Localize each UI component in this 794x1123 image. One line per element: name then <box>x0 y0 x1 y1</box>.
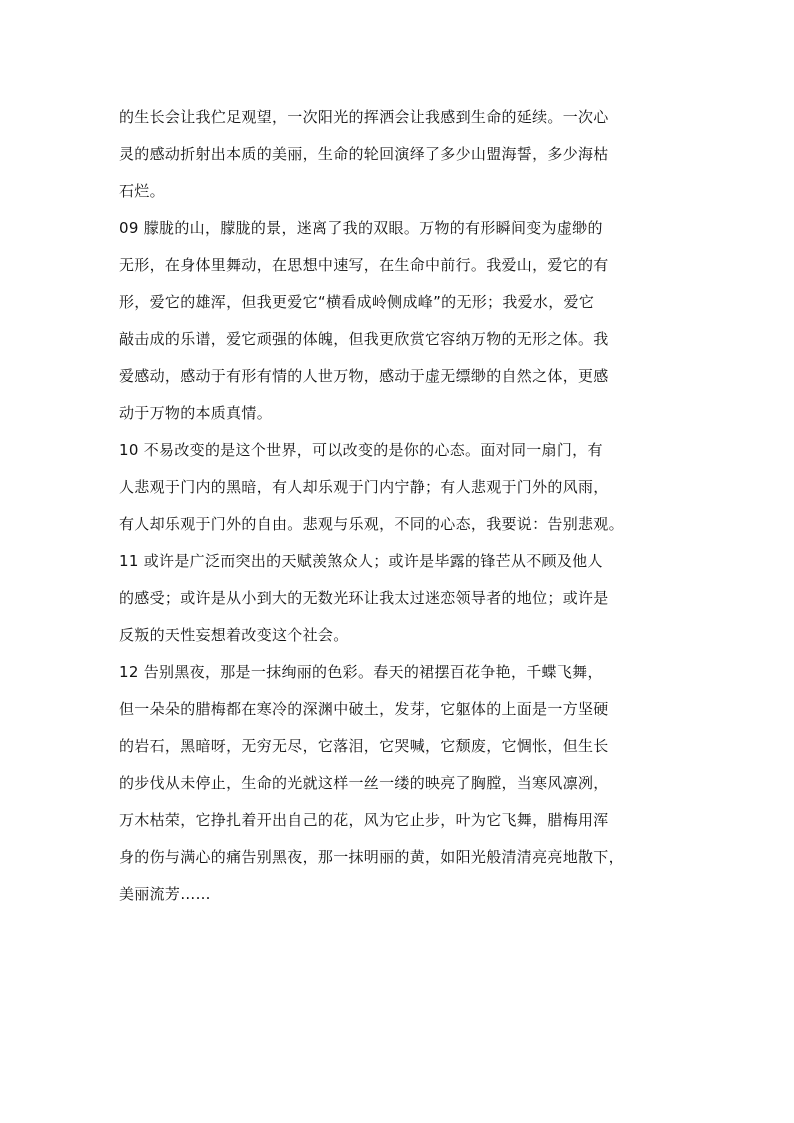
text-line: 11 或许是广泛而突出的天赋羡煞众人；或许是毕露的锋芒从不顾及他人 <box>119 552 603 570</box>
text-line: 10 不易改变的是这个世界，可以改变的是你的心态。面对同一扇门，有 <box>119 441 603 459</box>
text-line: 形，爱它的雄浑，但我更爱它“横看成岭侧成峰”的无形；我爱水，爱它 <box>119 293 595 311</box>
text-line: 09 朦胧的山，朦胧的景，迷离了我的双眼。万物的有形瞬间变为虚缈的 <box>119 219 603 237</box>
text-line: 无形，在身体里舞动，在思想中速写，在生命中前行。我爱山，爱它的有 <box>119 256 609 274</box>
text-line: 的生长会让我伫足观望，一次阳光的挥洒会让我感到生命的延续。一次心 <box>119 108 609 126</box>
text-line: 灵的感动折射出本质的美丽，生命的轮回演绎了多少山盟海誓，多少海枯 <box>119 145 609 163</box>
body-text <box>119 104 694 918</box>
text-line: 12 告别黑夜，那是一抹绚丽的色彩。春天的裙摆百花争艳，千蝶飞舞， <box>119 663 603 681</box>
text-line: 有人却乐观于门外的自由。悲观与乐观，不同的心态，我要说：告别悲观。 <box>119 515 624 533</box>
text-line: 石烂。 <box>119 182 165 200</box>
text-line: 的感受；或许是从小到大的无数光环让我太过迷恋领导者的地位；或许是 <box>119 589 609 607</box>
text-line: 人悲观于门内的黑暗，有人却乐观于门内宁静；有人悲观于门外的风雨， <box>119 478 609 496</box>
text-line: 身的伤与满心的痛告别黑夜，那一抹明丽的黄，如阳光般清清亮亮地散下， <box>119 848 624 866</box>
text-line: 万木枯荣，它挣扎着开出自己的花，风为它止步，叶为它飞舞，腊梅用浑 <box>119 811 609 829</box>
text-line: 敲击成的乐谱，爱它顽强的体魄，但我更欣赏它容纳万物的无形之体。我 <box>119 330 609 348</box>
text-line: 爱感动，感动于有形有情的人世万物，感动于虚无缥缈的自然之体，更感 <box>119 367 609 385</box>
text-line: 但一朵朵的腊梅都在寒冷的深渊中破土，发芽，它躯体的上面是一方坚硬 <box>119 700 609 718</box>
text-line: 动于万物的本质真情。 <box>119 404 273 422</box>
text-line: 美丽流芳…… <box>119 885 211 903</box>
text-line: 的步伐从未停止，生命的光就这样一丝一缕的映亮了胸膛，当寒风凛冽， <box>119 774 609 792</box>
text-line: 反叛的天性妄想着改变这个社会。 <box>119 626 349 644</box>
text-line: 的岩石，黑暗呀，无穷无尽，它落泪，它哭喊，它颓废，它惆怅，但生长 <box>119 737 609 755</box>
